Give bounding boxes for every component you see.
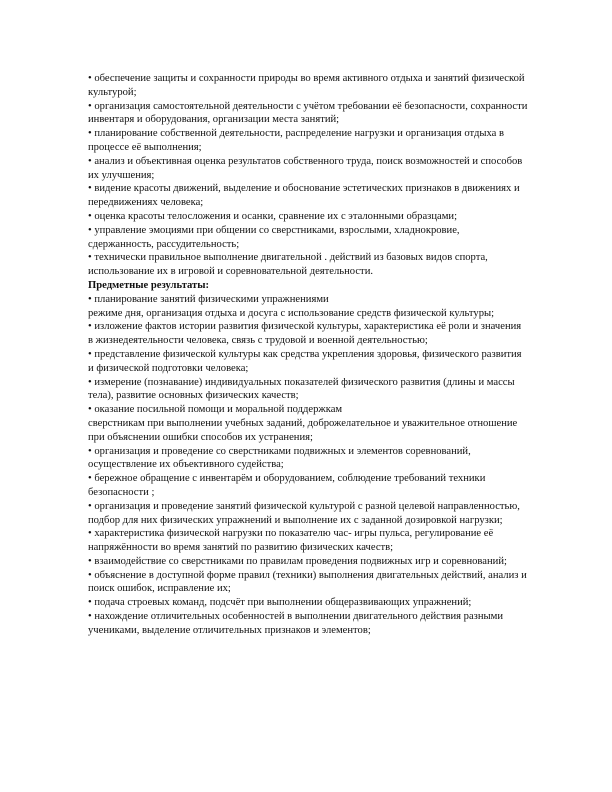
list-item: • нахождение отличительных особенностей в выполнении двигательного действия разными учениками, выделение отличительных признаков и элементов;: [88, 611, 503, 636]
list-item: • изложение фактов истории развития физической культуры, характеристика её роли и значения в жизнедеятельности человека, связь с трудовой и военной деятельностью;: [88, 321, 522, 347]
list-item: • управление эмоциями при общении со сверстниками, взрослыми, хладнокровие, сдержанность, рассудительность;: [88, 224, 460, 250]
list-item: сверстникам при выполнении учебных заданий, доброжелательное и уважительное отношение при объяснении ошибки способов их устранения;: [88, 417, 518, 443]
list-item: • организация самостоятельной деятельности с учётом требовании её безопасности, сохранности инвентаря и оборудования, организации места занятий;: [88, 100, 528, 126]
list-item: • оказание посильной помощи и моральной поддержкам: [88, 404, 343, 416]
list-item: • организация и проведение занятий физической культурой с разной целевой направленностью, подбор для них физических упражнений и выполнение их с заданной дозировкой нагрузки;: [88, 500, 520, 526]
list-item: • видение красоты движений, выделение и обоснование эстетических признаков в движениях и передвижениях человека;: [88, 183, 520, 209]
list-item: • анализ и объективная оценка результатов собственного труда, поиск возможностей и способов их улучшения;: [88, 155, 523, 181]
list-item: • бережное обращение с инвентарём и оборудованием, соблюдение требований техники безопасности ;: [88, 473, 486, 498]
list-item: • организация и проведение со сверстниками подвижных и элементов соревнований, осуществление их объективного судейства;: [88, 445, 471, 471]
list-item: • представление физической культуры как средства укрепления здоровья, физического развития и физической подготовки человека;: [88, 348, 522, 374]
list-item: • подача строевых команд, подсчёт при выполнении общеразвивающих упражнений;: [88, 597, 472, 609]
list-item: • оценка красоты телосложения и осанки, сравнение их с эталонными образцами;: [88, 210, 458, 222]
list-item: • планирование занятий физическими упражнениями: [88, 293, 329, 305]
list-item: режиме дня, организация отдыха и досуга с использование средств физической культуры;: [88, 307, 495, 319]
document-page: [88, 72, 528, 638]
list-item: • взаимодействие со сверстниками по правилам проведения подвижных игр и соревнований;: [88, 555, 507, 567]
list-item: • обеспечение защиты и сохранности природы во время активного отдыха и занятий физической культурой;: [88, 73, 525, 98]
list-item: • планирование собственной деятельности, распределение нагрузки и организация отдыха в процессе её выполнения;: [88, 128, 504, 153]
section-heading: Предметные результаты:: [88, 279, 210, 291]
list-item: • объяснение в доступной форме правил (техники) выполнения двигательных действий, анализ и поиск ошибок, исправление их;: [88, 569, 527, 595]
list-item: • технически правильное выполнение двигательной . действий из базовых видов спорта, использование их в игровой и соревновательной деятельности.: [88, 252, 488, 278]
list-item: • измерение (познавание) индивидуальных показателей физического развития (длины и массы тела), развитие основных физических качеств;: [88, 376, 515, 402]
list-item: • характеристика физической нагрузки по показателю час- игры пульса, регулирование её напряжённости во время занятий по развитию физических качеств;: [88, 528, 494, 554]
